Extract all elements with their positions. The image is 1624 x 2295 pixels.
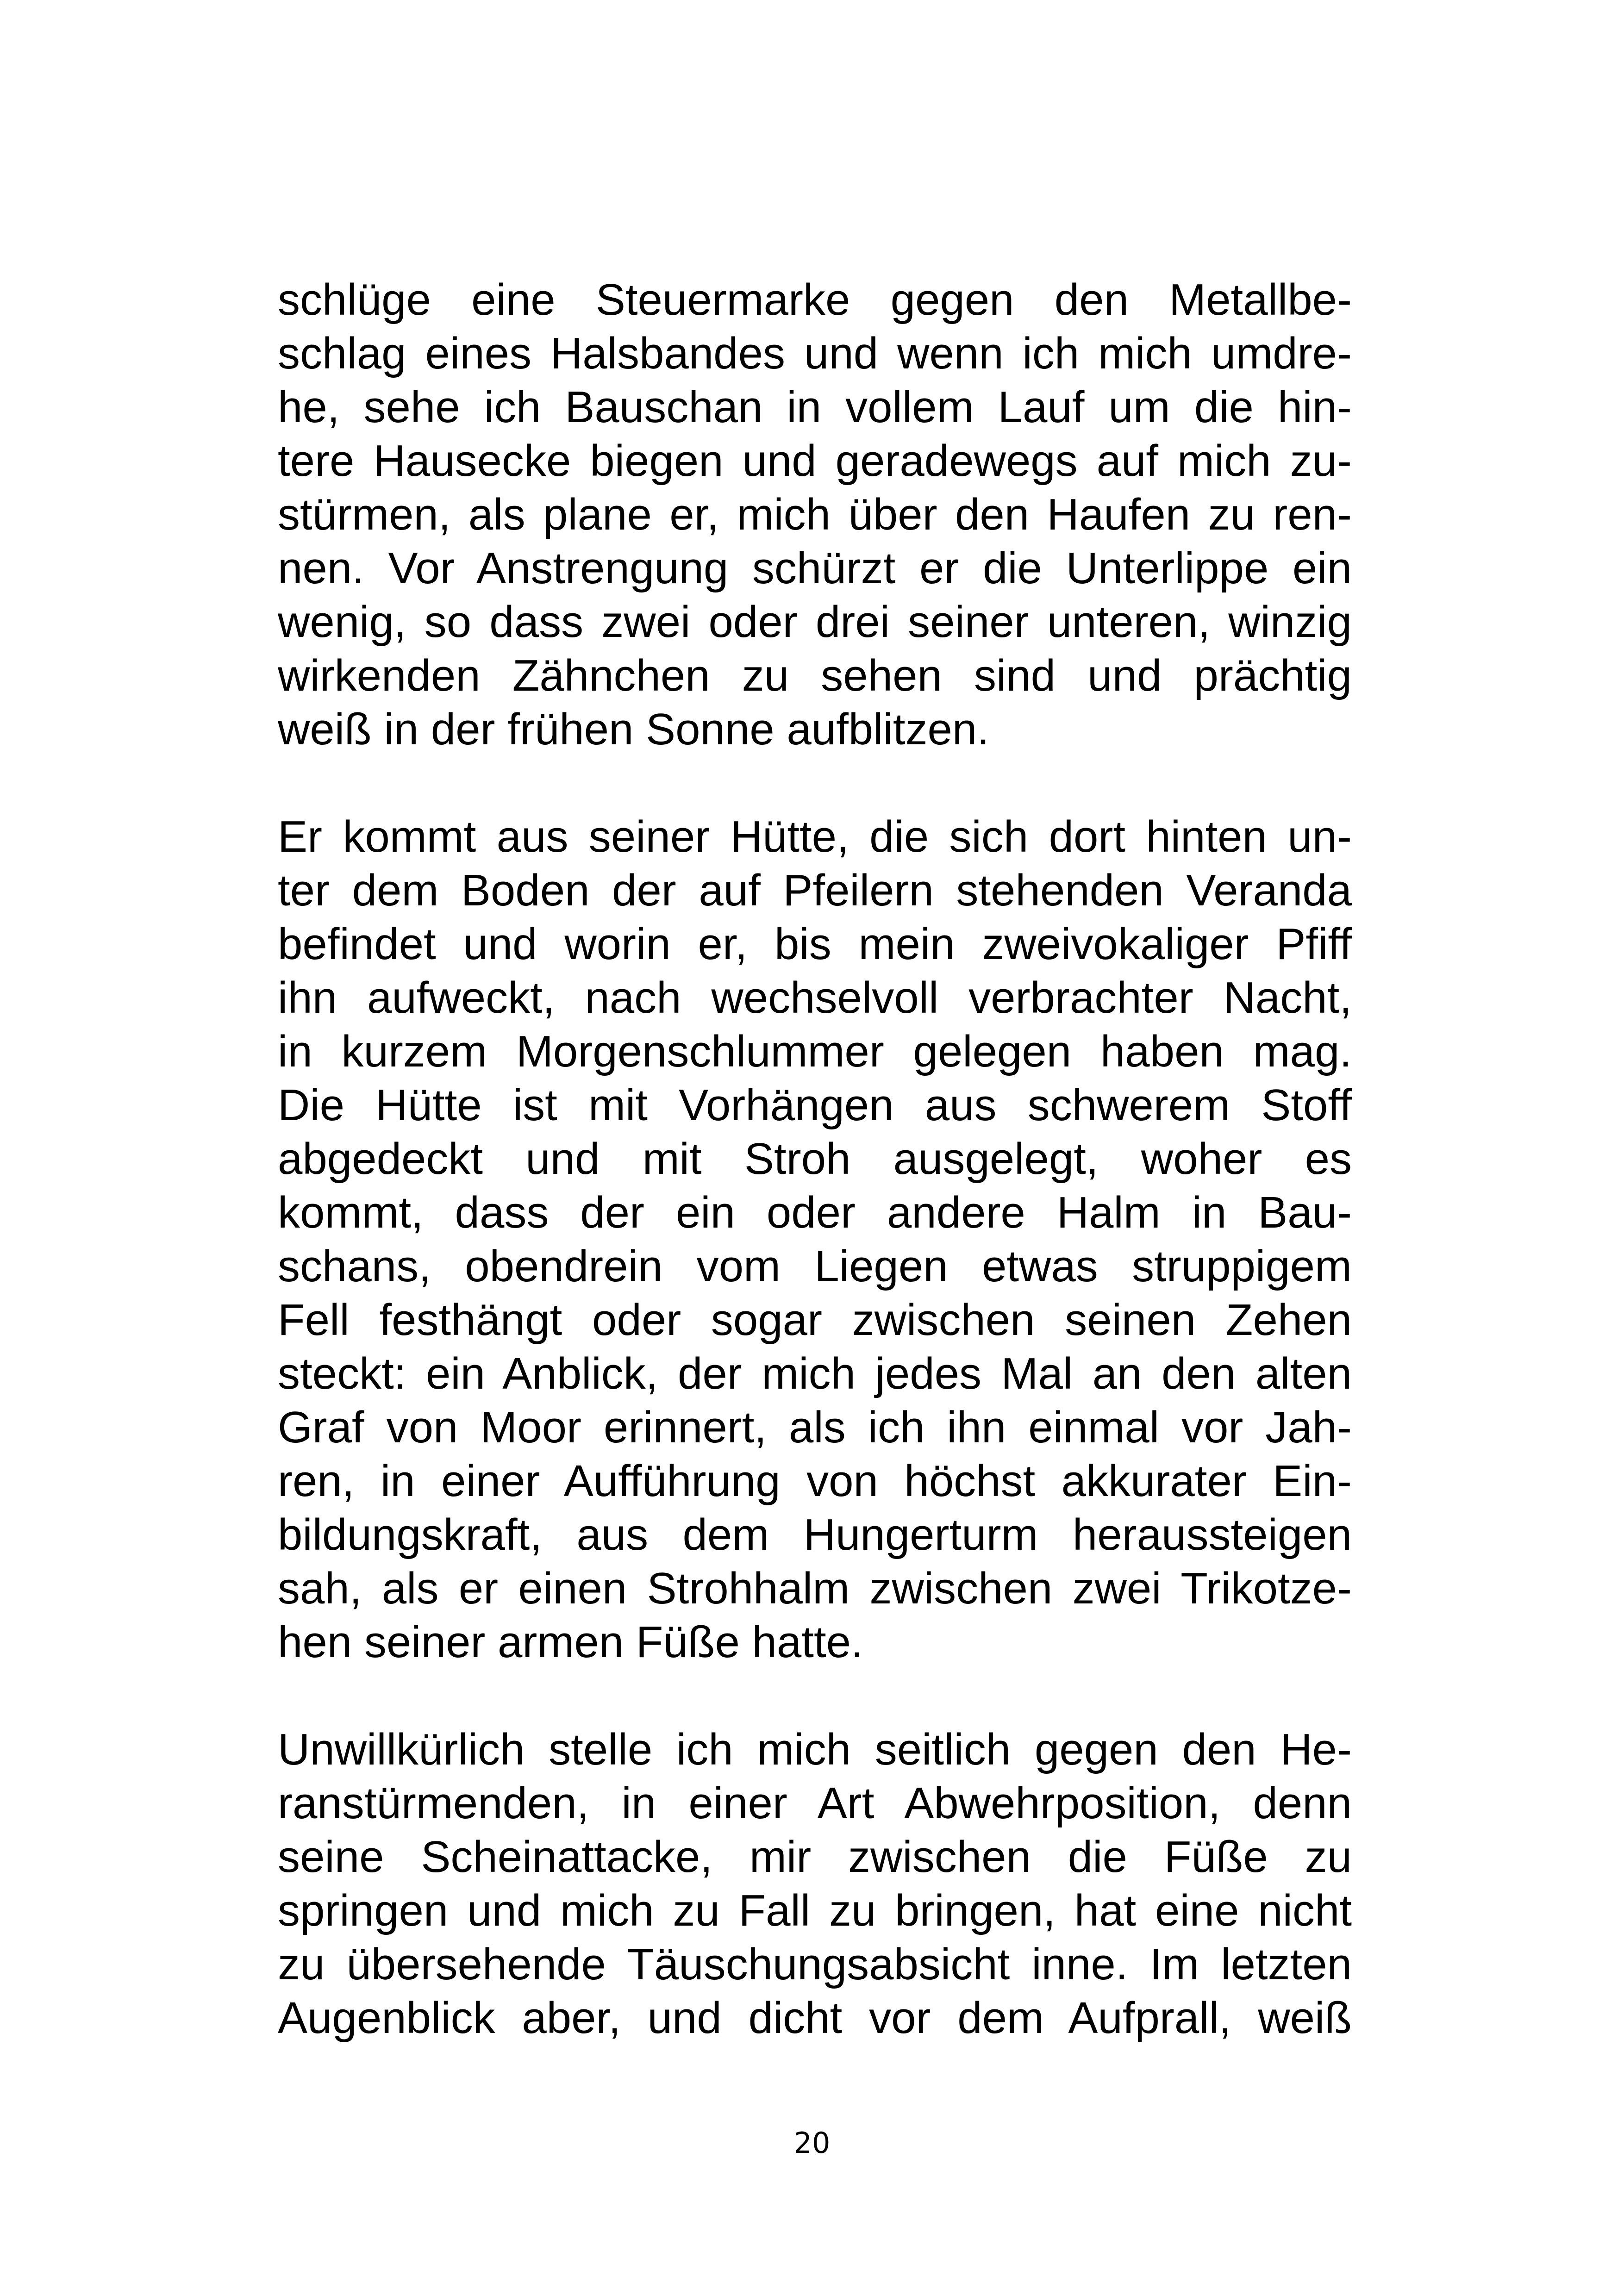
text-line: ranstürmenden, in einer Art Abwehrposition, denn [278, 1778, 1352, 1828]
text-line: stürmen, als plane er, mich über den Haufen zu ren- [278, 490, 1352, 539]
text-line: ter dem Boden der auf Pfeilern stehenden Veranda [278, 866, 1352, 915]
text-line: steckt: ein Anblick, der mich jedes Mal an den alten [278, 1349, 1352, 1398]
text-line: wirkenden Zähnchen zu sehen sind und prächtig [278, 651, 1352, 700]
text-line: springen und mich zu Fall zu bringen, hat eine nicht [278, 1886, 1352, 1935]
text-line: weiß in der frühen Sonne aufblitzen. [278, 705, 989, 754]
text-line: bildungskraft, aus dem Hungerturm heraussteigen [278, 1510, 1352, 1559]
paragraph-2 [278, 810, 1352, 1669]
text-line: in kurzem Morgenschlummer gelegen haben mag. [278, 1027, 1352, 1076]
text-line: Er kommt aus seiner Hütte, die sich dort hinten un- [278, 812, 1352, 861]
text-line: sah, als er einen Strohhalm zwischen zwei Trikotze- [278, 1564, 1352, 1613]
page-number: 20 [793, 2126, 831, 2160]
text-line: schans, obendrein vom Liegen etwas struppigem [278, 1241, 1352, 1291]
text-line: Graf von Moor erinnert, als ich ihn einmal vor Jah- [278, 1403, 1352, 1452]
text-line: wenig, so dass zwei oder drei seiner unteren, winzig [278, 597, 1352, 647]
text-line: Fell festhängt oder sogar zwischen seinen Zehen [278, 1295, 1352, 1345]
text-line: nen. Vor Anstrengung schürzt er die Unterlippe ein [278, 543, 1352, 593]
text-line: he, sehe ich Bauschan in vollem Lauf um die hin- [278, 382, 1352, 432]
text-line: ihn aufweckt, nach wechselvoll verbrachter Nacht, [278, 973, 1352, 1023]
text-line: tere Hausecke biegen und geradewegs auf mich zu- [278, 436, 1352, 486]
text-line: hen seiner armen Füße hatte. [278, 1617, 863, 1667]
paragraph-3 [278, 1723, 1352, 2045]
text-line: seine Scheinattacke, mir zwischen die Füße zu [278, 1832, 1352, 1882]
text-line: kommt, dass der ein oder andere Halm in Bau- [278, 1188, 1352, 1237]
text-line: Unwillkürlich stelle ich mich seitlich gegen den He- [278, 1725, 1352, 1774]
text-line: schlag eines Halsbandes und wenn ich mich umdre- [278, 329, 1352, 378]
text-line: Die Hütte ist mit Vorhängen aus schwerem Stoff [278, 1080, 1352, 1130]
text-line: befindet und worin er, bis mein zweivokaliger Pfiff [278, 919, 1352, 969]
paragraph-1 [278, 273, 1352, 756]
text-line: schlüge eine Steuermarke gegen den Metallbe- [278, 275, 1352, 324]
body-text [278, 273, 1352, 2045]
text-line: ren, in einer Aufführung von höchst akkurater Ein- [278, 1456, 1352, 1506]
text-line: Augenblick aber, und dicht vor dem Aufprall, weiß [278, 1993, 1352, 2043]
text-line: zu übersehende Täuschungsabsicht inne. Im letzten [278, 1940, 1352, 1989]
text-line: abgedeckt und mit Stroh ausgelegt, woher es [278, 1134, 1352, 1184]
